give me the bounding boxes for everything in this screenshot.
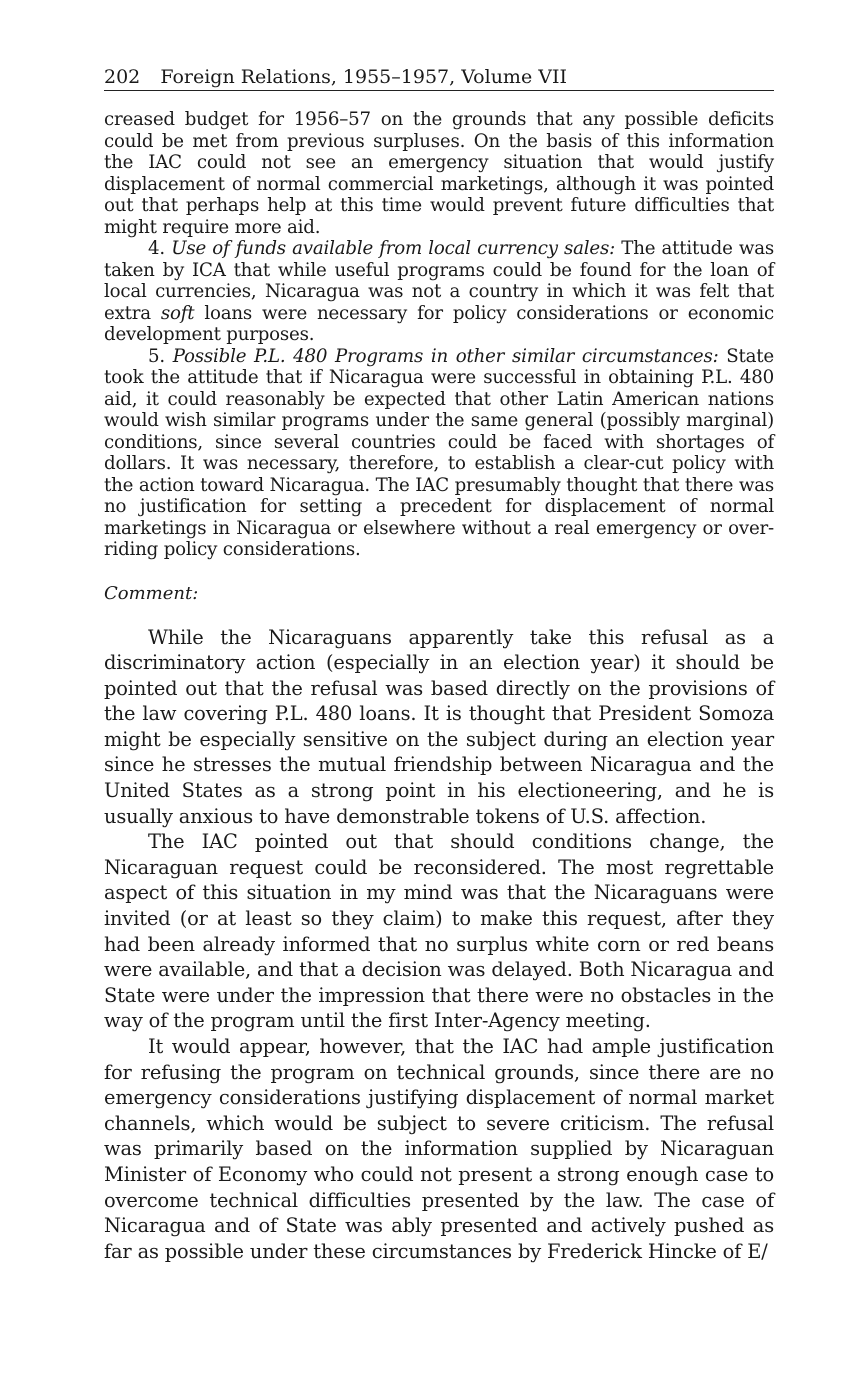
comment-paragraph: While the Nicaraguans apparently take this refusal as a discriminatory action (especially in an election year) it should be pointed out that the refusal was based directly on the provisions of the law covering P.L. 480 loans. It is thought that President Somoza might be especially sensitive on the subject during an election year since he stresses the mutual friendship between Nicaragua and the United States as a strong point in his electioneering, and he is usually anxious to have demonstrable tokens of U.S. affection. [104,625,774,828]
running-header [104,64,774,91]
item-heading: Possible P.L. 480 Programs in other similar circumstances: [172,345,719,367]
comment-paragraph: It would appear, however, that the IAC had ample justification for refusing the program on technical grounds, since there are no emergency considerations justifying displacement of normal market channels, which would be subject to severe criticism. The refusal was primarily based on the information supplied by Nicaraguan Minister of Economy who could not present a strong enough case to overcome technical difficulties presented by the law. The case of Nicaragua and of State was ably presented and actively pushed as far as possible under these circumstances by Frederick Hincke of E/ [104,1035,774,1263]
item-number: 4. [148,238,165,259]
document-page [104,64,774,1264]
item-number: 5. [148,345,165,367]
paragraph-continued: creased budget for 1956–57 on the grounds that any possible deficits could be met from previous surpluses. On the basis of this information the IAC could not see an emergency situation that would justify displacement of normal commercial marketings, although it was pointed out that perhaps help at this time would prevent future difficulties that might require more aid. [104,109,774,238]
comment-section [104,625,774,1265]
item-heading: Use of funds available from local currency sales: [171,238,616,259]
comment-heading: Comment: [104,582,199,604]
item-text: State took the attitude that if Nicaragua were successful in obtaining P.L. 480 aid, it could reasonably be expected that other Latin American nations would wish similar programs under the same general (possibly marginal) conditions, since several countries could be faced with shortages of dollars. It was necessary, therefore, to establish a clear-cut policy with the action toward Nicaragua. The IAC presumably thought that there was no justification for setting a precedent for displacement of normal marketings in Nicaragua or elsewhere without a real emergency or over-riding policy considerations. [104,345,774,560]
page-number: 202 [104,66,141,88]
continued-section [104,109,774,561]
volume-title: Foreign Relations, 1955–1957, Volume VII [160,66,567,88]
item-text: The attitude was taken by ICA that while useful programs could be found for the loan of local currencies, Nicaragua was not a country in which it was felt that extra [104,238,775,324]
paragraph-item-4 [104,238,774,346]
item-text: loans were necessary for policy considerations or economic development purposes. [104,302,774,345]
item-emphasis: soft [160,302,195,324]
comment-paragraph: The IAC pointed out that should conditions change, the Nicaraguan request could be reconsidered. The most regrettable aspect of this situation in my mind was that the Nicaraguans were invited (or at least so they claim) to make this request, after they had been already informed that no surplus white corn or red beans were available, and that a decision was delayed. Both Nicaragua and State were under the impression that there were no obstacles in the way of the program until the first Inter-Agency meeting. [104,830,774,1033]
paragraph-item-5 [104,346,774,561]
